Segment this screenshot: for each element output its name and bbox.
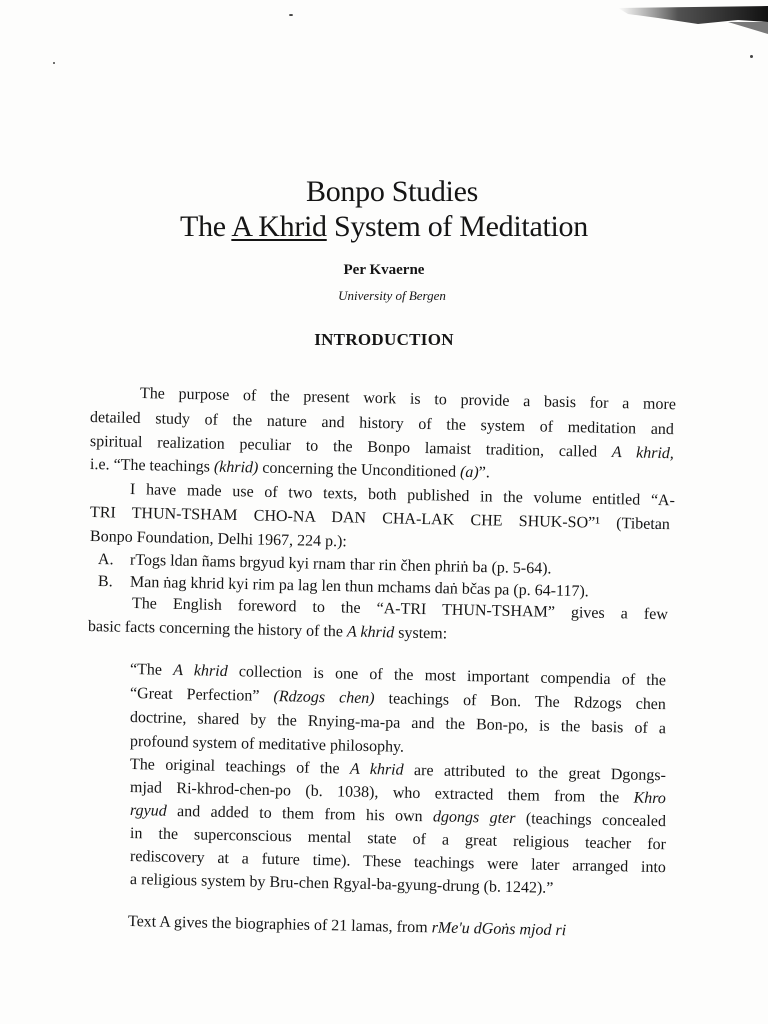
quote-line: rediscovery at a future time). These teachings were later arranged into (129, 848, 667, 877)
text-line: basic facts concerning the history of the A khrid system: (87, 618, 448, 643)
quote-line: “Great Perfection” (Rdzogs chen) teachings of Bon. The Rdzogs chen (129, 685, 667, 714)
title-line-1: Bonpo Studies (306, 175, 478, 208)
text-line: The purpose of the present work is to provide a basis for a more (139, 385, 677, 414)
text-line: spiritual realization peculiar to the Bonpo lamaist tradition, called A khrid, (89, 433, 675, 463)
text-line: I have made use of two texts, both published in the volume entitled “A- (129, 481, 676, 510)
list-marker: A. (97, 551, 114, 569)
quote-line: The original teachings of the A khrid are attributed to the great Dgongs- (129, 756, 667, 785)
quote-line: in the superconscious mental state of a great religious teacher for (129, 825, 667, 854)
quote-line: mjad Ri-khrod-chen-po (b. 1038), who extracted them from the Khro (129, 779, 667, 808)
text-line: The English foreword to the “A-TRI THUN-TSHAM” gives a few (131, 595, 669, 624)
quote-line: rgyud and added to them from his own dgongs gter (teachings concealed (129, 802, 667, 831)
text-line: i.e. “The teachings (khrid) concerning the Unconditioned (a)”. (89, 456, 490, 482)
text-line: Text A gives the biographies of 21 lamas, from rMe'u dGoṅs mjod ri (127, 913, 567, 940)
title-line-2: The A Khrid System of Meditation (180, 210, 588, 243)
text-line: detailed study of the nature and history of the system of meditation and (89, 409, 675, 439)
title-underlined-term: A Khrid (231, 210, 327, 243)
quote-line: “The A khrid collection is one of the most important compendia of the (129, 661, 667, 690)
author-name: Per Kvaerne (343, 262, 425, 278)
section-heading: INTRODUCTION (314, 330, 454, 349)
list-marker: B. (97, 573, 113, 591)
text-line: TRI THUN-TSHAM CHO-NA DAN CHA-LAK CHE SHUK-SO”¹ (Tibetan (89, 504, 671, 534)
list-item: B. Man ṅag khrid kyi rim pa lag len thun mchams daṅ bčas pa (p. 64-117). (97, 573, 589, 601)
quote-line: a religious system by Bru-chen Rgyal-ba-gyung-drung (b. 1242).” (129, 871, 554, 897)
list-item: A. rTogs ldan ñams brgyud kyi rnam thar rin čhen phriṅ ba (p. 5-64). (97, 551, 552, 578)
author-affiliation: University of Bergen (338, 288, 446, 303)
text-line: Bonpo Foundation, Delhi 1967, 224 p.): (89, 528, 348, 551)
quote-line: profound system of meditative philosophy. (129, 733, 405, 756)
quote-line: doctrine, shared by the Rnying-ma-pa and the Bon-po, is the basis of a (129, 709, 667, 738)
